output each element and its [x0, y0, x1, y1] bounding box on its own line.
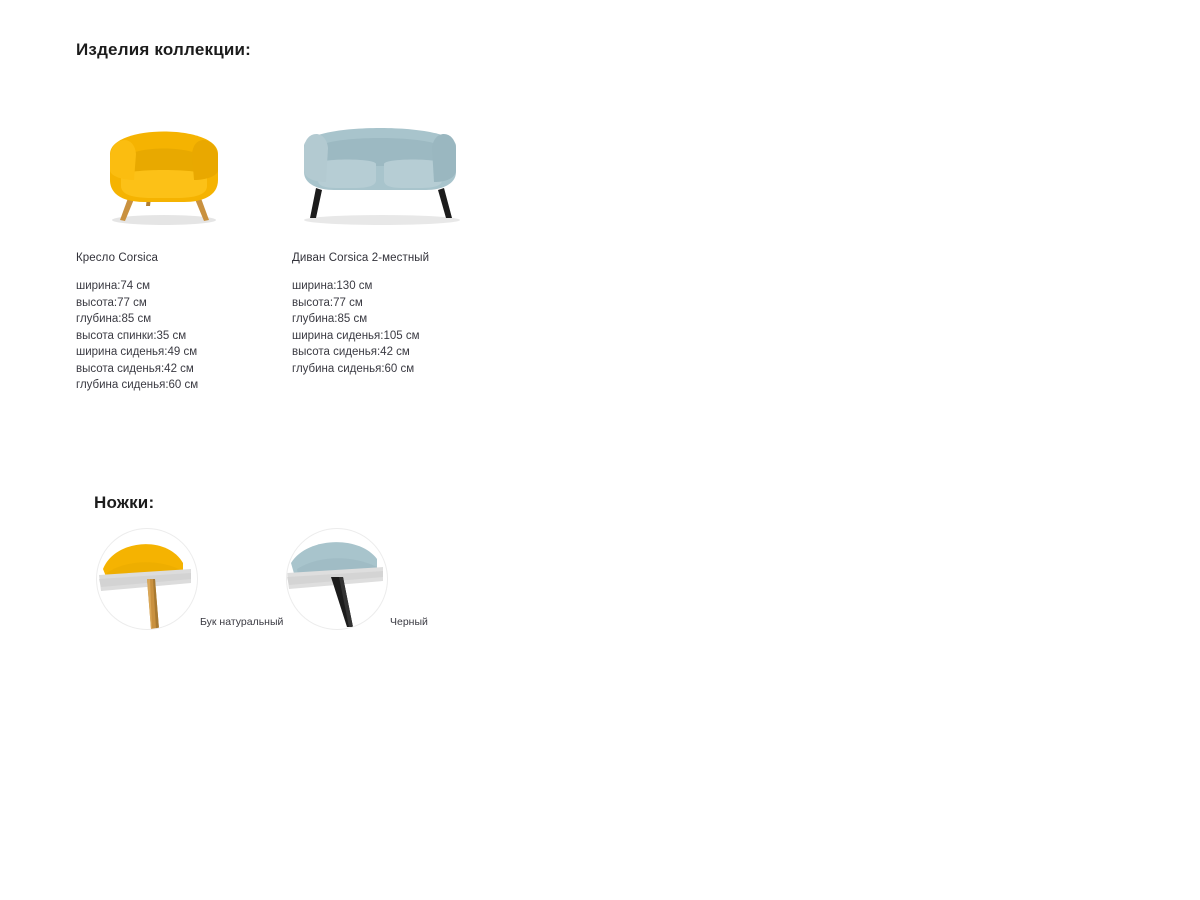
product-card-sofa	[292, 110, 542, 393]
spec-item: глубина сиденья:60 см	[76, 379, 199, 391]
product-name: Кресло Corsica	[76, 252, 159, 264]
sofa-icon	[292, 110, 512, 230]
leg-option-black	[286, 528, 428, 630]
spec-item: высота сиденья:42 см	[76, 362, 194, 375]
leg-option-beech	[96, 528, 284, 630]
spec-item: глубина сиденья:60 см	[292, 362, 415, 375]
legs-section-title: Ножки:	[94, 493, 155, 512]
armchair-icon	[76, 110, 296, 230]
product-spec-list	[292, 278, 542, 377]
spec-item: ширина:130 см	[292, 280, 373, 292]
spec-item: высота:77 см	[292, 296, 363, 309]
product-spec-list	[76, 278, 326, 394]
spec-item: ширина сиденья:105 см	[292, 329, 420, 342]
spec-item: высота:77 см	[76, 296, 147, 309]
leg-beech-icon	[96, 528, 198, 630]
spec-item: глубина:85 см	[292, 313, 368, 325]
leg-label: Черный	[390, 616, 428, 628]
spec-item: ширина:74 см	[76, 280, 151, 292]
leg-label: Бук натуральный	[200, 616, 284, 628]
spec-item: ширина сиденья:49 см	[76, 346, 198, 358]
spec-item: высота спинки:35 см	[76, 329, 187, 342]
product-name: Диван Corsica 2-местный	[292, 252, 430, 264]
spec-item: высота сиденья:42 см	[292, 346, 410, 358]
products-section-title: Изделия коллекции:	[76, 40, 252, 59]
spec-item: глубина:85 см	[76, 313, 152, 325]
product-card-armchair	[76, 110, 326, 410]
leg-black-icon	[286, 528, 388, 630]
